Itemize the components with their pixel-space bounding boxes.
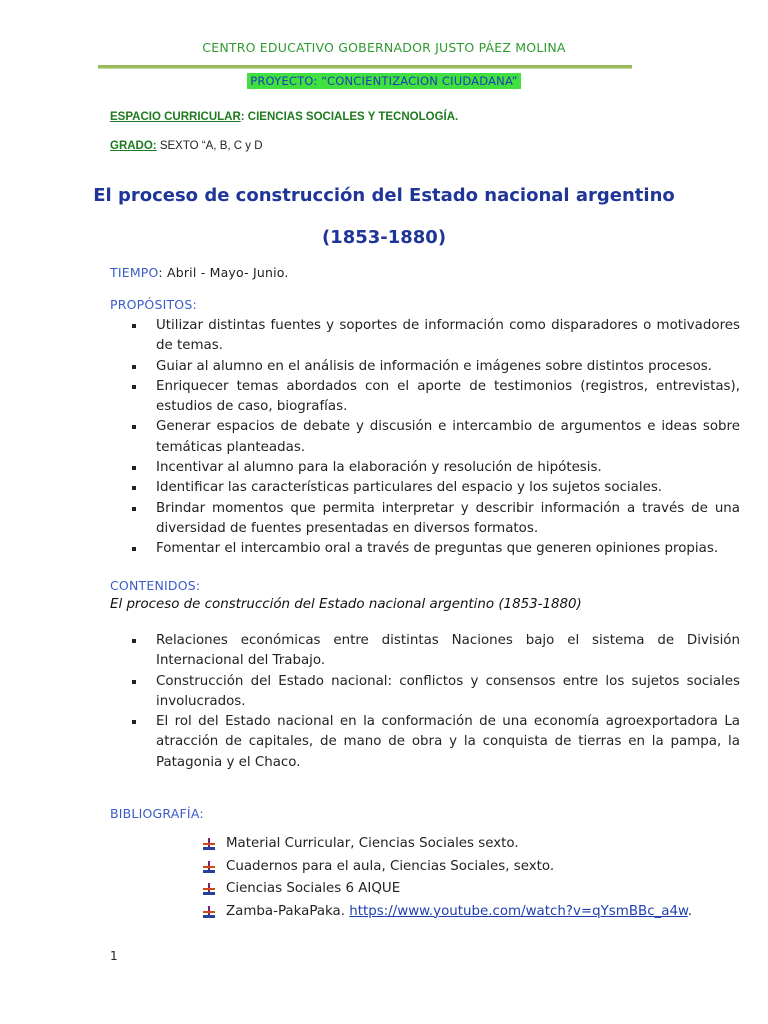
grado-value: SEXTO “A, B, C y D: [156, 140, 263, 152]
contenidos-heading: CONTENIDOS:: [110, 578, 201, 593]
espacio-curricular-line: [110, 111, 458, 123]
bibliografia-item: [202, 833, 742, 856]
proposito-item: Incentivar al alumno para la elaboración y resolución de hipótesis.: [110, 458, 740, 478]
tiempo-value: : Abril - Mayo- Junio.: [158, 265, 289, 280]
bullet-marker-icon: [202, 837, 216, 851]
bibliografia-item-prefix: Zamba-PakaPaka.: [226, 903, 350, 919]
project-row: [0, 70, 768, 89]
proposito-item: Guiar al alumno en el análisis de información e imágenes sobre distintos procesos.: [110, 357, 740, 377]
propositos-heading: PROPÓSITOS:: [110, 297, 197, 312]
bibliografia-item-suffix: .: [687, 903, 692, 919]
contenido-item: El rol del Estado nacional en la conformación de una economía agroexportadora La atracción de capitales, de mano de obra y la conquista de tierras en la pampa, la Patagonia y el Chaco.: [110, 712, 740, 773]
bibliografia-item-text: Ciencias Sociales 6 AIQUE: [226, 881, 401, 896]
header-divider: [98, 65, 632, 68]
youtube-link[interactable]: https://www.youtube.com/watch?v=qYsmBBc_a4w: [349, 903, 688, 919]
bibliografia-item: [202, 901, 742, 924]
contenido-item: Relaciones económicas entre distintas Naciones bajo el sistema de División Internacional del Trabajo.: [110, 631, 740, 672]
proposito-item: Utilizar distintas fuentes y soportes de información como disparadores o motivadores de temas.: [110, 316, 740, 357]
page-number: 1: [110, 949, 118, 963]
proposito-item: Generar espacios de debate y discusión e intercambio de argumentos e ideas sobre temáticas planteadas.: [110, 417, 740, 458]
espacio-curricular-label: ESPACIO CURRICULAR: [110, 111, 241, 123]
document-years: (1853-1880): [321, 227, 447, 248]
contenidos-list: [110, 631, 740, 773]
bibliografia-item: [202, 856, 742, 879]
school-name: CENTRO EDUCATIVO GOBERNADOR JUSTO PÁEZ MOLINA: [202, 40, 566, 55]
bibliografia-item: [202, 878, 742, 901]
bibliografia-item-text: Material Curricular, Ciencias Sociales sexto.: [226, 836, 519, 851]
grado-line: [110, 140, 263, 152]
proposito-item: Identificar las características particulares del espacio y los sujetos sociales.: [110, 478, 740, 498]
project-title: PROYECTO: “CONCIENTIZACION CIUDADANA”: [247, 73, 521, 89]
proposito-item: Fomentar el intercambio oral a través de preguntas que generen opiniones propias.: [110, 539, 740, 559]
grado-label: GRADO:: [110, 140, 157, 152]
bullet-marker-icon: [202, 860, 216, 874]
tiempo-line: [110, 265, 289, 280]
contenido-item: Construcción del Estado nacional: conflictos y consensos entre los sujetos sociales involucrados.: [110, 672, 740, 713]
proposito-item: Brindar momentos que permita interpretar y describir información a través de una diversidad de fuentes presentadas en diversos formatos.: [110, 499, 740, 540]
contenidos-subtitle: El proceso de construcción del Estado nacional argentino (1853-1880): [110, 597, 582, 612]
propositos-list: [110, 316, 740, 560]
espacio-curricular-value: : CIENCIAS SOCIALES Y TECNOLOGÍA.: [240, 111, 459, 123]
bibliografia-heading: BIBLIOGRAFÍA:: [110, 806, 204, 821]
bullet-marker-icon: [202, 882, 216, 896]
bibliografia-item-text: Cuadernos para el aula, Ciencias Sociales, sexto.: [226, 858, 555, 874]
tiempo-label: TIEMPO: [110, 265, 159, 280]
bibliografia-list: [202, 833, 742, 923]
bullet-marker-icon: [202, 905, 216, 919]
document-title: El proceso de construcción del Estado nacional argentino: [93, 185, 675, 206]
proposito-item: Enriquecer temas abordados con el aporte de testimonios (registros, entrevistas), estudios de caso, biografías.: [110, 377, 740, 418]
